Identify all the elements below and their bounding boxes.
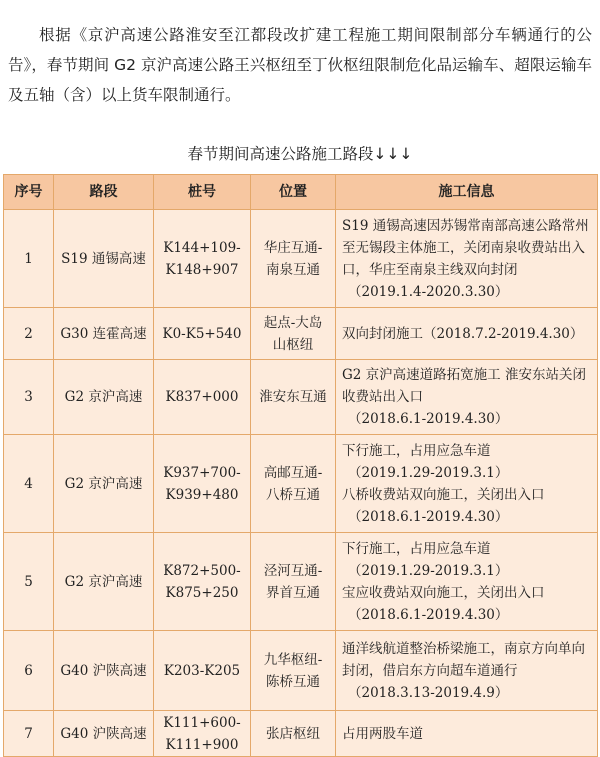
- cell-location: 张店枢纽: [251, 711, 336, 757]
- cell-no: 5: [4, 533, 54, 631]
- cell-info: 下行施工，占用应急车道 （2019.1.29-2019.3.1） 宝应收费站双向施工，关闭出入口 （2018.6.1-2019.4.30）: [336, 533, 598, 631]
- cell-no: 3: [4, 360, 54, 435]
- cell-info: S19 通锡高速因苏锡常南部高速公路常州至无锡段主体施工，关闭南泉收费站出入口，华庄至南泉主线双向封闭 （2019.1.4-2020.3.30）: [336, 210, 598, 308]
- table-row: [4, 631, 598, 711]
- cell-info: 下行施工，占用应急车道 （2019.1.29-2019.3.1） 八桥收费站双向施工，关闭出入口 （2018.6.1-2019.4.30）: [336, 435, 598, 533]
- cell-road: G30 连霍高速: [54, 308, 154, 360]
- table-row: [4, 210, 598, 308]
- cell-no: 6: [4, 631, 54, 711]
- header-no: 序号: [4, 175, 54, 210]
- cell-info: 占用两股车道: [336, 711, 598, 757]
- table-header-row: [4, 175, 598, 210]
- table-row: [4, 308, 598, 360]
- cell-info: 双向封闭施工（2018.7.2-2019.4.30）: [336, 308, 598, 360]
- cell-location: 泾河互通- 界首互通: [251, 533, 336, 631]
- cell-stake: K937+700- K939+480: [154, 435, 251, 533]
- cell-stake: K837+000: [154, 360, 251, 435]
- cell-road: S19 通锡高速: [54, 210, 154, 308]
- header-info: 施工信息: [336, 175, 598, 210]
- cell-no: 7: [4, 711, 54, 757]
- table-caption: 春节期间高速公路施工路段↓↓↓: [187, 145, 413, 163]
- cell-no: 4: [4, 435, 54, 533]
- cell-location: 华庄互通- 南泉互通: [251, 210, 336, 308]
- table-row: [4, 533, 598, 631]
- header-road: 路段: [54, 175, 154, 210]
- cell-stake: K144+109- K148+907: [154, 210, 251, 308]
- cell-road: G40 沪陕高速: [54, 711, 154, 757]
- cell-location: 淮安东互通: [251, 360, 336, 435]
- cell-no: 1: [4, 210, 54, 308]
- cell-road: G2 京沪高速: [54, 360, 154, 435]
- header-location: 位置: [251, 175, 336, 210]
- table-row: [4, 435, 598, 533]
- cell-road: G2 京沪高速: [54, 435, 154, 533]
- cell-stake: K111+600- K111+900: [154, 711, 251, 757]
- table-row: [4, 711, 598, 757]
- cell-location: 起点-大岛 山枢纽: [251, 308, 336, 360]
- cell-info: 通洋线航道整治桥梁施工，南京方向单向封闭，借启东方向超车道通行 （2018.3.13-2019.4.9）: [336, 631, 598, 711]
- cell-location: 高邮互通- 八桥互通: [251, 435, 336, 533]
- cell-info: G2 京沪高速道路拓宽施工 淮安东站关闭收费站出入口 （2018.6.1-2019.4.30）: [336, 360, 598, 435]
- cell-stake: K872+500- K875+250: [154, 533, 251, 631]
- cell-no: 2: [4, 308, 54, 360]
- cell-location: 九华枢纽- 陈桥互通: [251, 631, 336, 711]
- cell-road: G40 沪陕高速: [54, 631, 154, 711]
- header-stake: 桩号: [154, 175, 251, 210]
- intro-paragraph: 根据《京沪高速公路淮安至江都段改扩建工程施工期间限制部分车辆通行的公告》，春节期间 G2 京沪高速公路王兴枢纽至丁伙枢纽限制危化品运输车、超限运输车及五轴（含）以上货车限制通行。: [8, 26, 592, 104]
- cell-stake: K0-K5+540: [154, 308, 251, 360]
- cell-stake: K203-K205: [154, 631, 251, 711]
- table-row: [4, 360, 598, 435]
- cell-road: G2 京沪高速: [54, 533, 154, 631]
- roadworks-table: [3, 174, 598, 757]
